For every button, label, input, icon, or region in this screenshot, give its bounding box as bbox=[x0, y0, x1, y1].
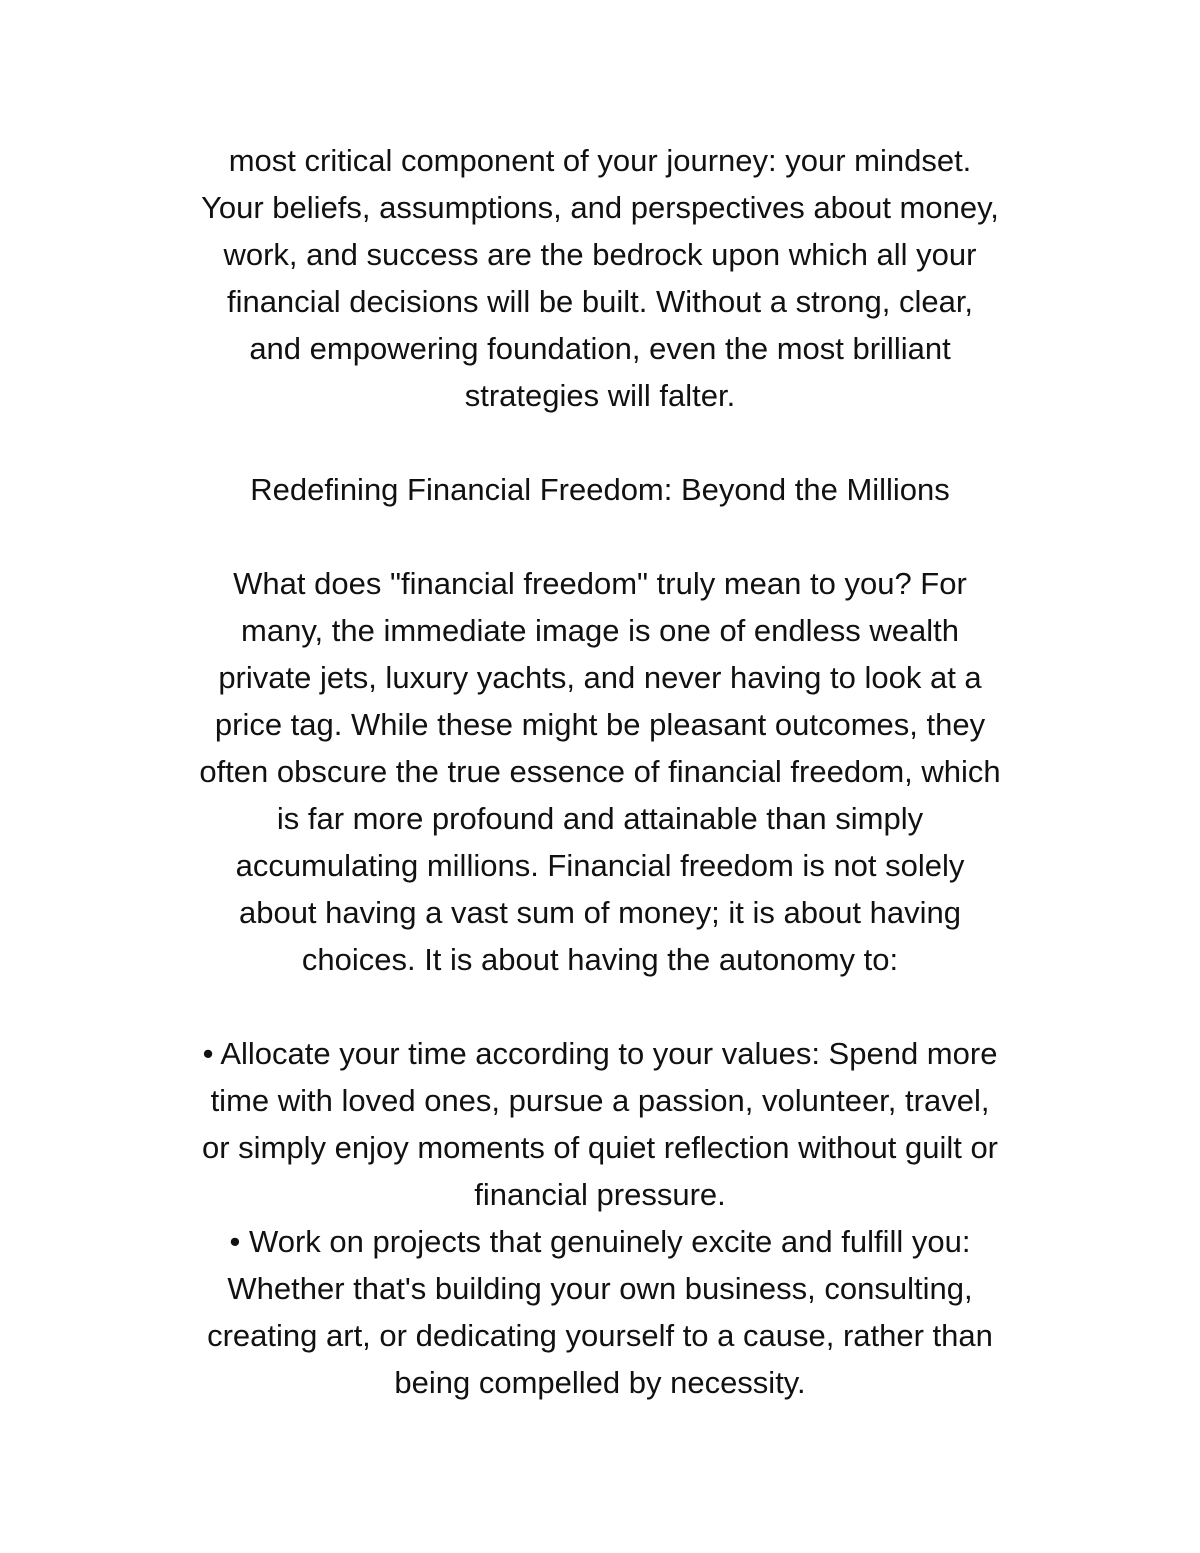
text-line: • Work on projects that genuinely excite and fulfill you: bbox=[229, 1224, 971, 1259]
text-line: creating art, or dedicating yourself to a cause, rather than bbox=[207, 1318, 993, 1353]
paragraph-spacer bbox=[120, 983, 1080, 1030]
text-line: being compelled by necessity. bbox=[394, 1365, 806, 1400]
section-heading bbox=[120, 466, 1080, 513]
page-content bbox=[120, 137, 1080, 1406]
text-line: is far more profound and attainable than simply bbox=[276, 801, 924, 836]
text-line: price tag. While these might be pleasant outcomes, they bbox=[214, 707, 986, 742]
intro-paragraph bbox=[120, 137, 1080, 419]
paragraph-spacer bbox=[120, 419, 1080, 466]
body-paragraph bbox=[120, 560, 1080, 983]
paragraph-spacer bbox=[120, 513, 1080, 560]
text-line: financial pressure. bbox=[474, 1177, 726, 1212]
text-line: choices. It is about having the autonomy to: bbox=[301, 942, 899, 977]
text-line: Your beliefs, assumptions, and perspectives about money, bbox=[201, 190, 999, 225]
text-line: financial decisions will be built. Without a strong, clear, bbox=[226, 284, 974, 319]
bullet-item-time bbox=[120, 1030, 1080, 1218]
text-line: often obscure the true essence of financial freedom, which bbox=[199, 754, 1001, 789]
text-line: private jets, luxury yachts, and never having to look at a bbox=[218, 660, 982, 695]
text-line: accumulating millions. Financial freedom is not solely bbox=[235, 848, 965, 883]
text-line: time with loved ones, pursue a passion, volunteer, travel, bbox=[210, 1083, 990, 1118]
text-line: most critical component of your journey: your mindset. bbox=[228, 143, 972, 178]
text-line: • Allocate your time according to your values: Spend more bbox=[202, 1036, 998, 1071]
text-line: Whether that's building your own business, consulting, bbox=[227, 1271, 973, 1306]
text-line: many, the immediate image is one of endless wealth bbox=[241, 613, 959, 648]
bullet-item-work bbox=[120, 1218, 1080, 1406]
text-line: and empowering foundation, even the most brilliant bbox=[249, 331, 951, 366]
text-line: What does "financial freedom" truly mean to you? For bbox=[233, 566, 967, 601]
text-line: work, and success are the bedrock upon which all your bbox=[223, 237, 977, 272]
heading-text: Redefining Financial Freedom: Beyond the Millions bbox=[250, 472, 950, 507]
text-line: strategies will falter. bbox=[464, 378, 736, 413]
text-line: or simply enjoy moments of quiet reflection without guilt or bbox=[201, 1130, 999, 1165]
text-line: about having a vast sum of money; it is about having bbox=[238, 895, 962, 930]
